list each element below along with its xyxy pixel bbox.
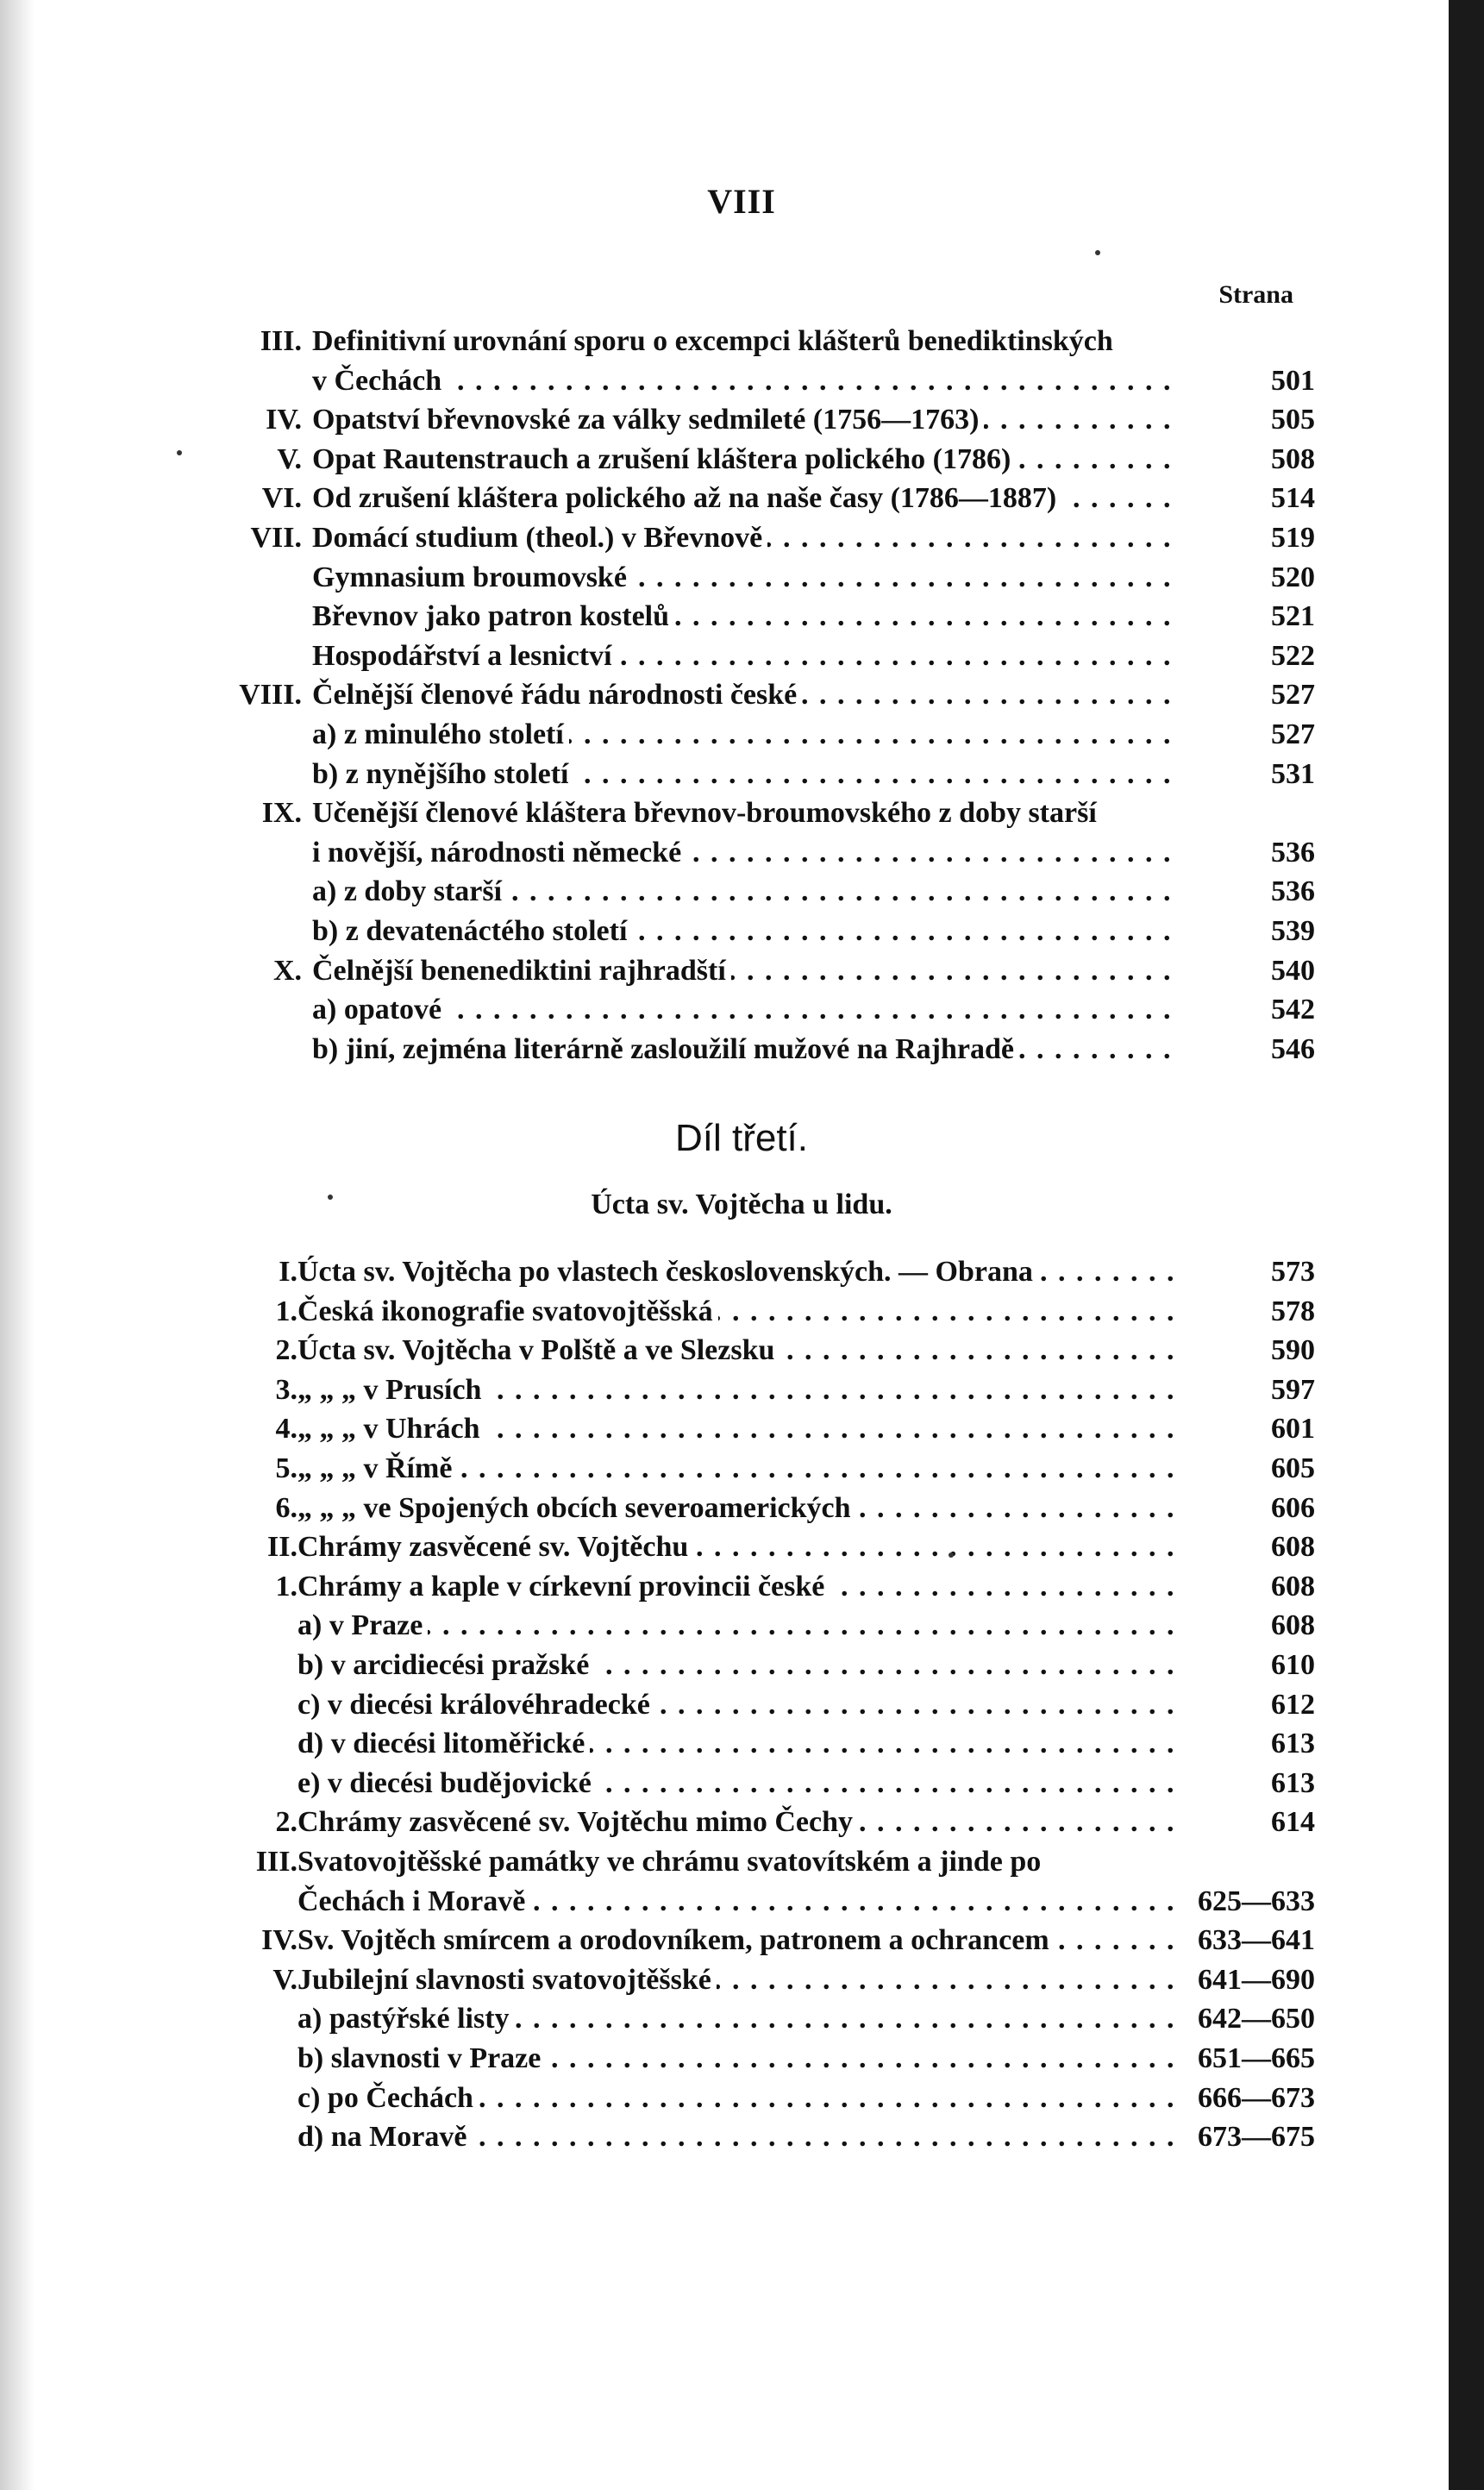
toc-entry-page: 521 — [1271, 600, 1315, 633]
toc-entry — [0, 1567, 1449, 1606]
toc-entry-title: „ „ „ ve Spojených obcích severoamerických . . . — [297, 1489, 1177, 1527]
toc-entry — [0, 1292, 1449, 1331]
toc-entry-page: 536 — [1271, 875, 1315, 908]
toc-entry-title: Čelnější benenediktini rajhradští . . . — [312, 951, 1177, 990]
toc-entry-title: Učenější členové kláštera břevnov-broumovského z doby starší — [312, 793, 1177, 832]
toc-entry-number: 5. — [275, 1452, 297, 1484]
toc-entry-page: 612 — [1271, 1688, 1315, 1721]
toc-entry-title: c) v diecési královéhradecké . . . — [297, 1685, 1177, 1724]
toc-entry-number: 6. — [275, 1491, 297, 1524]
toc-entry-title: Domácí studium (theol.) v Břevnově . . . — [312, 518, 1177, 557]
toc-entry-number: IV. — [266, 404, 302, 436]
toc-entry — [0, 715, 1449, 754]
toc-entry-title: Sv. Vojtěch smírcem a orodovníkem, patronem a ochrancem . . . — [297, 1921, 1177, 1960]
toc-entry-page: 613 — [1271, 1728, 1315, 1760]
page-edge-shadow — [1449, 0, 1484, 2490]
toc-entry-title: b) slavnosti v Praze . . . — [297, 2039, 1177, 2078]
toc-entry — [0, 1921, 1449, 1960]
toc-entry — [0, 1724, 1449, 1763]
toc-entry-number: X. — [272, 954, 302, 987]
toc-entry — [0, 1252, 1449, 1291]
toc-entry — [0, 1882, 1449, 1921]
toc-entry — [0, 361, 1449, 400]
toc-entry-title: Opatství břevnovské za války sedmileté (1756—1763) . . . — [312, 400, 1177, 439]
part-title: Díl třetí. — [674, 1117, 809, 1159]
toc-entry-number: VI. — [261, 482, 302, 515]
toc-entry-number: 4. — [275, 1413, 297, 1446]
toc-entry-number: II. — [267, 1531, 297, 1564]
toc-entry-title: Jubilejní slavnosti svatovojtěšské . . . — [297, 1960, 1177, 1999]
toc-entry — [0, 1764, 1449, 1803]
toc-entry — [0, 479, 1449, 517]
toc-entry-page: 578 — [1271, 1295, 1315, 1327]
toc-entry-title: b) z devatenáctého století . . . — [312, 912, 1177, 950]
toc-entry-page: 608 — [1271, 1609, 1315, 1642]
toc-entry-page: 651—665 — [1198, 2042, 1315, 2074]
toc-entry-title: Čelnější členové řádu národnosti české . . . — [312, 675, 1177, 714]
toc-entry-title: Úcta sv. Vojtěcha v Polště a ve Slezsku . . . — [297, 1331, 1177, 1370]
toc-entry-page: 546 — [1271, 1032, 1315, 1065]
toc-entry-page: 601 — [1271, 1413, 1315, 1446]
toc-entry-title: Opat Rautenstrauch a zrušení kláštera polického (1786) . . . — [312, 440, 1177, 479]
toc-entry-page: 539 — [1271, 915, 1315, 947]
toc-entry-page: 542 — [1271, 994, 1315, 1026]
toc-entry-title: c) po Čechách . . . — [297, 2079, 1177, 2117]
toc-entry — [0, 990, 1449, 1029]
toc-entry-page: 527 — [1271, 718, 1315, 750]
toc-entry — [0, 2079, 1449, 2117]
speck — [1095, 250, 1100, 255]
toc-entry-number: IX. — [261, 797, 302, 830]
toc-entry-number: VIII. — [239, 679, 302, 712]
toc-entry-page: 573 — [1271, 1256, 1315, 1288]
toc-entry-page: 536 — [1271, 836, 1315, 869]
toc-entry-page: 508 — [1271, 442, 1315, 475]
toc-entry-page: 605 — [1271, 1452, 1315, 1484]
speck — [328, 1195, 333, 1200]
toc-entry — [0, 1646, 1449, 1684]
toc-entry-number: 2. — [275, 1806, 297, 1839]
toc-entry-title: Svatovojtěšské památky ve chrámu svatovítském a jinde po — [297, 1842, 1177, 1881]
toc-entry-number: I. — [279, 1256, 297, 1288]
toc-entry-number: VII. — [250, 522, 302, 554]
toc-entry-number: 1. — [275, 1295, 297, 1327]
toc-entry — [0, 872, 1449, 911]
toc-entry-page: 613 — [1271, 1766, 1315, 1799]
toc-entry-title: Od zrušení kláštera polického až na naše časy (1786—1887) . . . — [312, 479, 1177, 517]
toc-entry — [0, 322, 1449, 361]
toc-entry-title: „ „ „ v Uhrách . . . — [297, 1409, 1177, 1448]
toc-entry-page: 610 — [1271, 1649, 1315, 1681]
toc-entry-title: Chrámy a kaple v církevní provincii české . . . — [297, 1567, 1177, 1606]
toc-entry — [0, 1685, 1449, 1724]
toc-entry-page: 501 — [1271, 364, 1315, 397]
toc-entry-title: „ „ „ v Prusích . . . — [297, 1370, 1177, 1409]
toc-entry-page: 608 — [1271, 1570, 1315, 1603]
toc-entry-number: III. — [255, 1846, 297, 1878]
toc-entry-title: Definitivní urovnání sporu o excempci klášterů benediktinských — [312, 322, 1177, 361]
toc-entry-page: 531 — [1271, 757, 1315, 790]
toc-entry-title: b) v arcidiecési pražské . . . — [297, 1646, 1177, 1684]
toc-entry-number: 1. — [275, 1570, 297, 1603]
toc-entry — [0, 400, 1449, 439]
toc-entry-page: 666—673 — [1198, 2081, 1315, 2114]
toc-entry-title: „ „ „ v Římě . . . — [297, 1449, 1177, 1488]
toc-entry-number: IV. — [261, 1924, 297, 1957]
toc-entry — [0, 1449, 1449, 1488]
toc-entry-page: 522 — [1271, 639, 1315, 672]
toc-entry-page: 597 — [1271, 1373, 1315, 1406]
toc-entry-page: 673—675 — [1198, 2121, 1315, 2154]
toc-entry-page: 641—690 — [1198, 1963, 1315, 1996]
speck — [949, 1552, 954, 1558]
toc-entry-title: d) na Moravě . . . — [297, 2117, 1177, 2156]
toc-entry — [0, 1842, 1449, 1881]
toc-entry-number: V. — [272, 1963, 297, 1996]
speck — [177, 450, 182, 455]
toc-entry-title: Gymnasium broumovské . . . — [312, 558, 1177, 597]
toc-entry-title: Čechách i Moravě . . . — [297, 1882, 1177, 1921]
toc-entry — [0, 558, 1449, 597]
toc-entry — [0, 1803, 1449, 1841]
toc-entry-page: 642—650 — [1198, 2003, 1315, 2035]
page-number: VIII — [707, 182, 776, 221]
toc-entry-page: 514 — [1271, 482, 1315, 515]
toc-entry-title: v Čechách . . . — [312, 361, 1177, 400]
toc-entry — [0, 833, 1449, 872]
toc-entry-title: Chrámy zasvěcené sv. Vojtěchu . . . — [297, 1527, 1177, 1566]
toc-entry-page: 527 — [1271, 679, 1315, 712]
toc-entry — [0, 518, 1449, 557]
toc-entry-title: a) v Praze . . . — [297, 1606, 1177, 1645]
toc-entry-page: 625—633 — [1198, 1885, 1315, 1917]
toc-entry-title: b) z nynějšího století . . . — [312, 755, 1177, 793]
toc-entry-page: 590 — [1271, 1334, 1315, 1367]
toc-entry — [0, 1331, 1449, 1370]
toc-entry-number: 2. — [275, 1334, 297, 1367]
toc-entry — [0, 1527, 1449, 1566]
toc-entry-number: V. — [277, 442, 302, 475]
toc-entry-page: 608 — [1271, 1531, 1315, 1564]
toc-entry-number: III. — [260, 325, 302, 357]
toc-entry-page: 520 — [1271, 561, 1315, 593]
column-label-strana: Strana — [1218, 280, 1293, 309]
toc-entry — [0, 597, 1449, 636]
toc-entry-title: a) pastýřské listy . . . — [297, 1999, 1177, 2038]
toc-entry — [0, 755, 1449, 793]
toc-entry-page: 540 — [1271, 954, 1315, 987]
toc-entry-title: Česká ikonografie svatovojtěšská . . . — [297, 1292, 1177, 1331]
toc-entry-page: 614 — [1271, 1806, 1315, 1839]
toc-entry-title: Úcta sv. Vojtěcha po vlastech československých. — Obrana . . . — [297, 1252, 1177, 1291]
toc-entry-page: 606 — [1271, 1491, 1315, 1524]
toc-entry — [0, 1489, 1449, 1527]
toc-entry-title: b) jiní, zejména literárně zasloužilí mužové na Rajhradě . . . — [312, 1030, 1177, 1069]
toc-entry-title: a) opatové . . . — [312, 990, 1177, 1029]
toc-entry — [0, 1606, 1449, 1645]
toc-entry — [0, 1409, 1449, 1448]
toc-entry-title: a) z doby starší . . . — [312, 872, 1177, 911]
toc-entry-title: Chrámy zasvěcené sv. Vojtěchu mimo Čechy . . . — [297, 1803, 1177, 1841]
toc-entry — [0, 2117, 1449, 2156]
toc-entry — [0, 1960, 1449, 1999]
toc-entry — [0, 675, 1449, 714]
toc-entry-title: i novější, národnosti německé . . . — [312, 833, 1177, 872]
toc-entry-title: e) v diecési budějovické . . . — [297, 1764, 1177, 1803]
toc-entry-title: Hospodářství a lesnictví . . . — [312, 637, 1177, 675]
toc-entry — [0, 440, 1449, 479]
toc-entry — [0, 793, 1449, 832]
toc-entry-number: 3. — [275, 1373, 297, 1406]
toc-entry-title: d) v diecési litoměřické . . . — [297, 1724, 1177, 1763]
toc-entry — [0, 1999, 1449, 2038]
toc-entry — [0, 2039, 1449, 2078]
toc-entry-title: a) z minulého století . . . — [312, 715, 1177, 754]
toc-entry — [0, 637, 1449, 675]
toc-entry — [0, 912, 1449, 950]
part-subtitle: Úcta sv. Vojtěcha u lidu. — [591, 1189, 892, 1220]
toc-entry-page: 519 — [1271, 522, 1315, 554]
toc-entry — [0, 951, 1449, 990]
toc-entry-title: Břevnov jako patron kostelů . . . — [312, 597, 1177, 636]
toc-entry — [0, 1030, 1449, 1069]
toc-entry — [0, 1370, 1449, 1409]
toc-entry-page: 633—641 — [1198, 1924, 1315, 1957]
toc-entry-page: 505 — [1271, 404, 1315, 436]
